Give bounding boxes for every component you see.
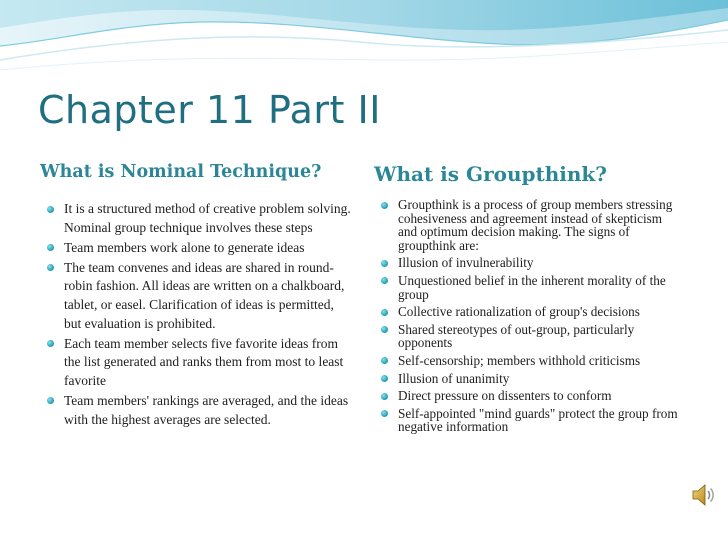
bullet-icon — [381, 277, 388, 284]
list-item-text: Each team member selects five favorite ideas from the list generated and ranks them from most to least favorite — [64, 335, 344, 388]
list-item-text: Direct pressure on dissenters to conform — [398, 388, 612, 404]
bullet-icon — [381, 309, 388, 316]
list-item — [398, 372, 683, 386]
list-item-text: The team convenes and ideas are shared in round-robin fashion. All ideas are written on a chalkboard, tablet, or easel. Clarification of ideas is permitted, but evaluation is prohibited. — [64, 259, 345, 331]
list-item — [64, 239, 354, 258]
list-item-text: Team members' rankings are averaged, and the ideas with the highest averages are selected. — [64, 392, 349, 427]
bullet-icon — [381, 393, 388, 400]
slide-title: Chapter 11 Part II — [38, 88, 381, 132]
list-item-text: Illusion of invulnerability — [398, 255, 534, 271]
bullet-icon — [47, 244, 54, 251]
bullet-icon — [47, 340, 54, 347]
list-item-text: Self-appointed "mind guards" protect the group from negative information — [398, 405, 678, 435]
list-item — [398, 305, 683, 319]
bullet-icon — [47, 264, 54, 271]
list-item — [64, 200, 354, 237]
list-item — [398, 256, 683, 270]
list-item-text: Self-censorship; members withhold criticisms — [398, 352, 641, 368]
header-wave-decoration — [0, 0, 728, 80]
list-item-text: Team members work alone to generate ideas — [64, 239, 305, 255]
list-item-text: Collective rationalization of group's decisions — [398, 304, 640, 320]
list-item-text: It is a structured method of creative problem solving. Nominal group technique involves these steps — [64, 201, 351, 235]
list-item — [398, 323, 683, 350]
list-item — [398, 354, 683, 368]
list-item — [398, 274, 683, 301]
groupthink-list — [398, 198, 683, 438]
speaker-icon[interactable] — [690, 482, 716, 508]
list-item-text: Illusion of unanimity — [398, 370, 510, 386]
bullet-icon — [47, 397, 54, 404]
list-item — [64, 335, 354, 391]
list-item-text: Groupthink is a process of group members stressing cohesiveness and agreement instead of skepticism and optimum decision making. The signs of groupthink are: — [398, 197, 673, 253]
list-item — [398, 389, 683, 403]
list-item — [398, 198, 683, 252]
nominal-technique-list — [64, 200, 354, 431]
list-item-text: Unquestioned belief in the inherent morality of the group — [398, 272, 666, 302]
bullet-icon — [381, 202, 388, 209]
list-item — [398, 407, 683, 434]
list-item — [64, 259, 354, 333]
list-item-text: Shared stereotypes of out-group, particularly opponents — [398, 321, 635, 351]
bullet-icon — [381, 375, 388, 382]
nominal-technique-heading: What is Nominal Technique? — [40, 162, 322, 182]
groupthink-heading: What is Groupthink? — [374, 162, 607, 186]
bullet-icon — [381, 357, 388, 364]
list-item — [64, 392, 354, 429]
bullet-icon — [47, 206, 54, 213]
bullet-icon — [381, 260, 388, 267]
bullet-icon — [381, 326, 388, 333]
bullet-icon — [381, 410, 388, 417]
